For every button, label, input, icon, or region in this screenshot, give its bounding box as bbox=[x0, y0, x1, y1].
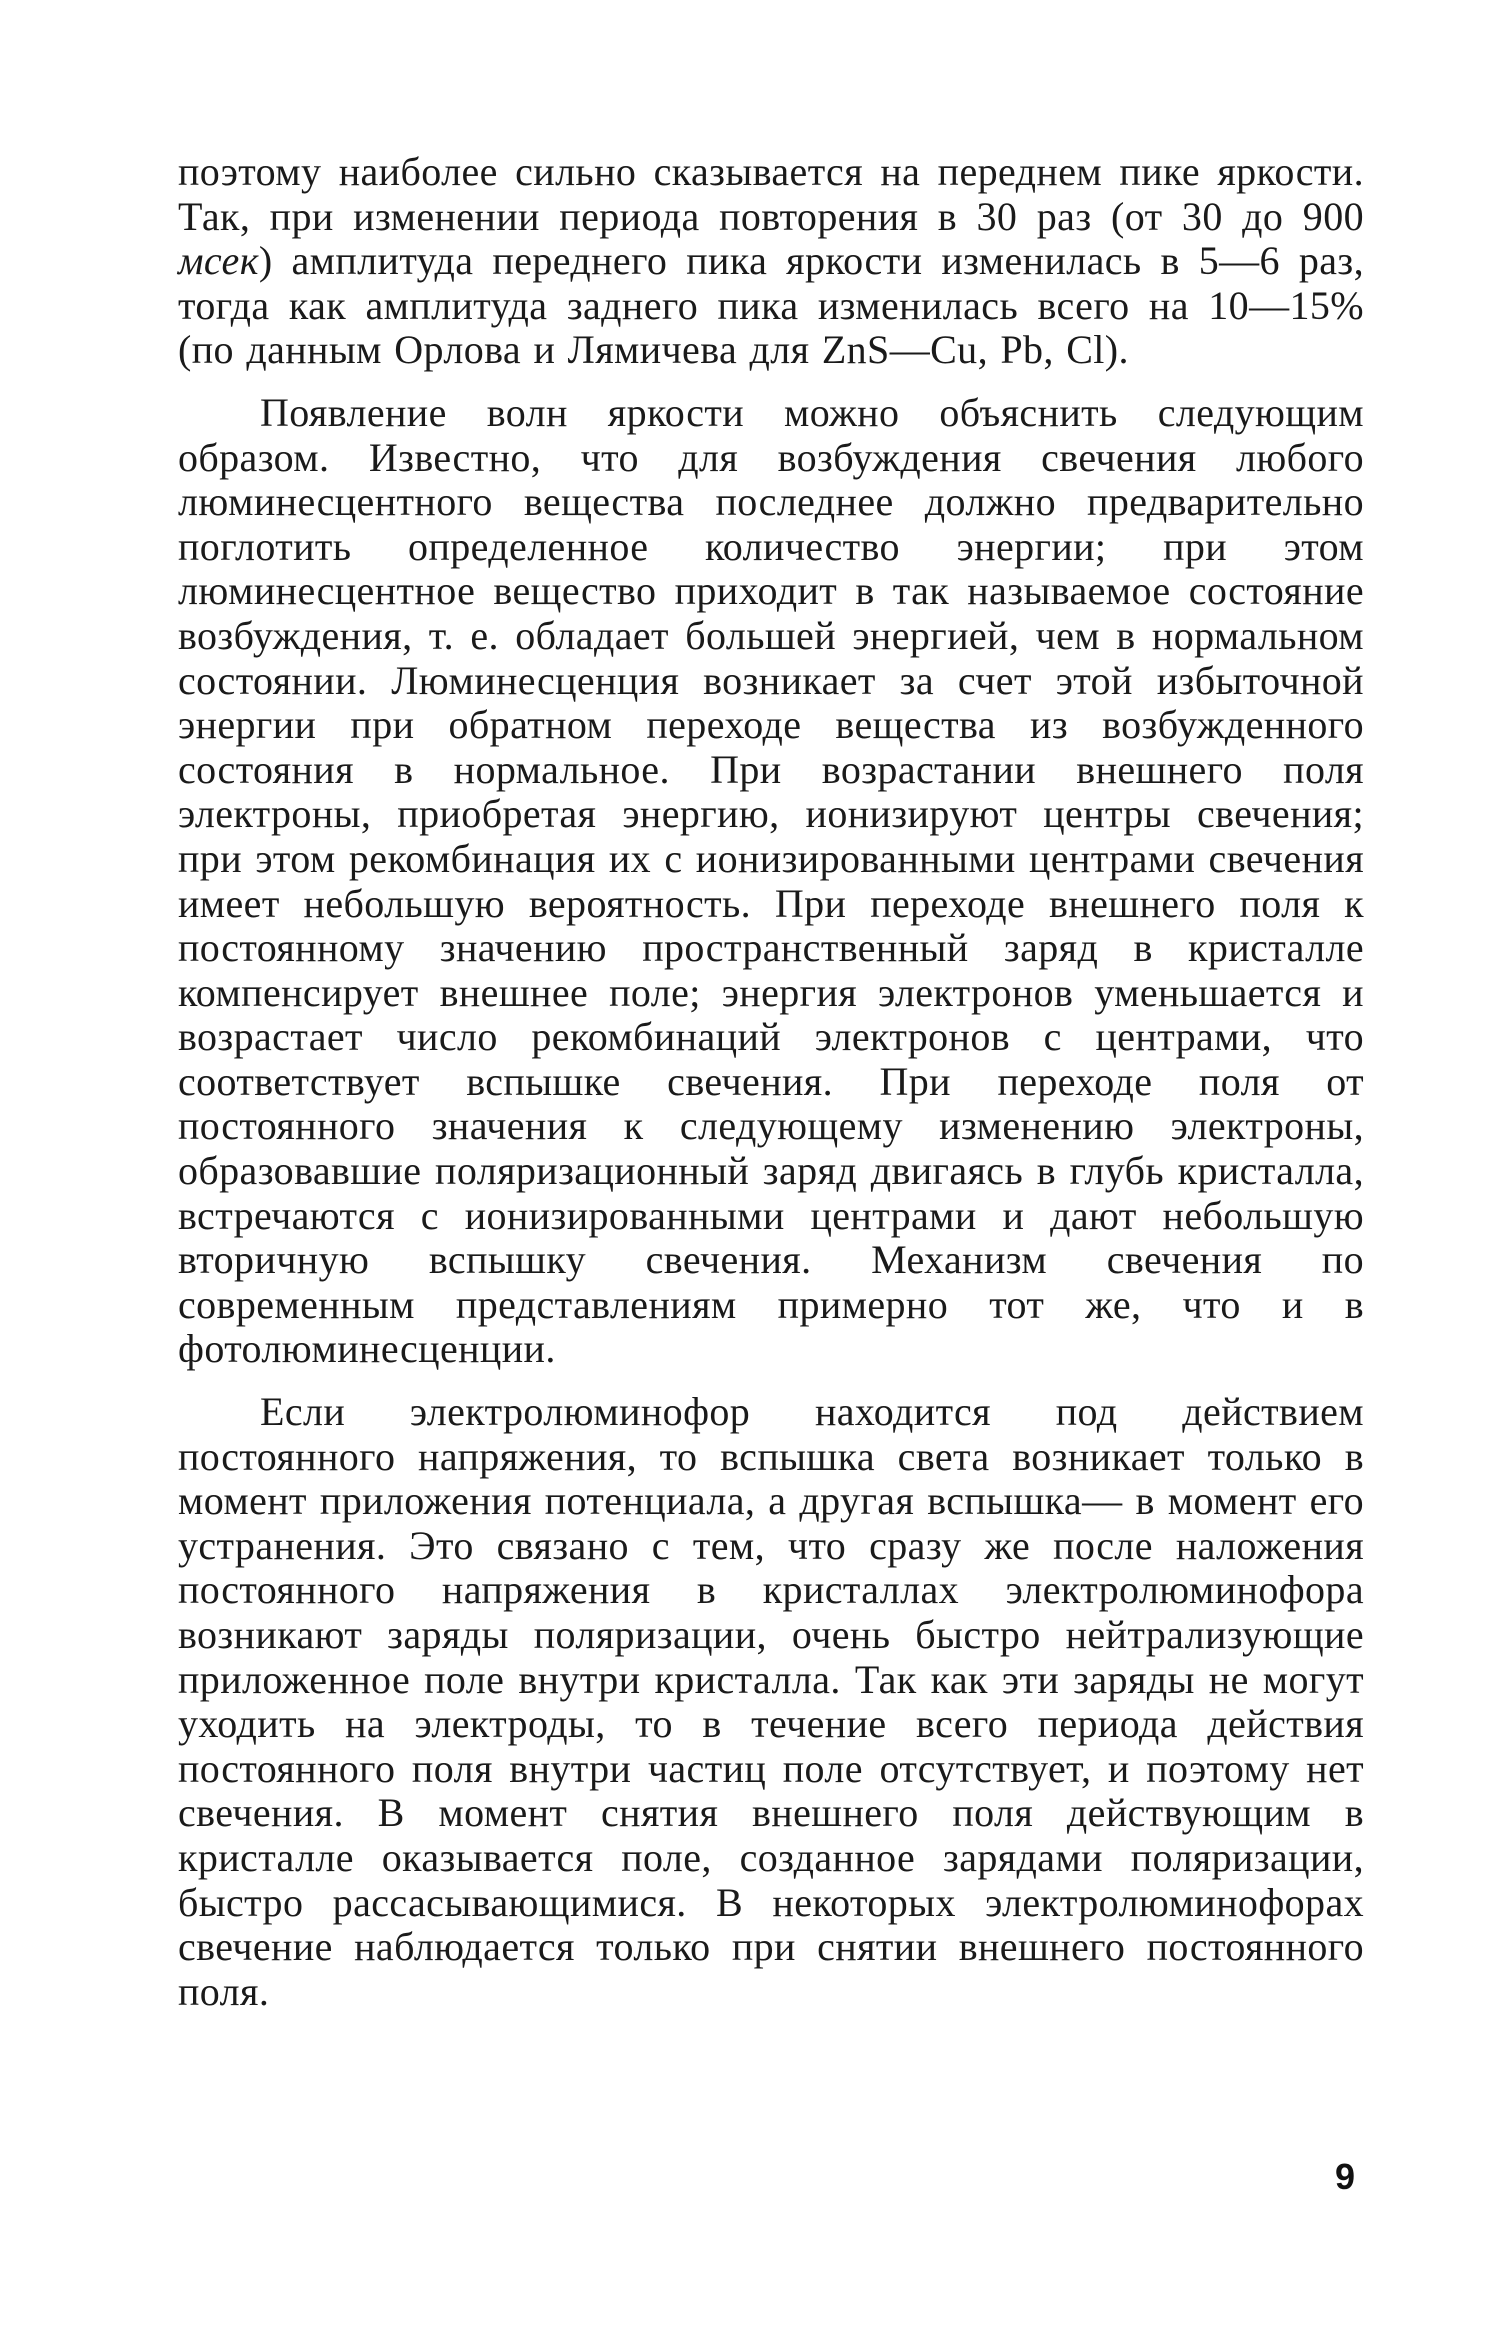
paragraph-3 bbox=[178, 1390, 1364, 2014]
page-number: 9 bbox=[1335, 2156, 1356, 2197]
paragraph-1 bbox=[178, 150, 1364, 373]
unit-msec: мсек bbox=[178, 238, 259, 284]
paragraph-1-text-a: поэтому наиболее сильно сказывается на переднем пике яркости. Так, при изменении периода повторения в 30 раз (от 30 до 900 bbox=[178, 149, 1364, 239]
paragraph-2 bbox=[178, 391, 1364, 1372]
paragraph-1-text-b: ) амплитуда переднего пика яркости изменилась в 5—6 раз, тогда как амплитуда заднего пика изменилась всего на 10—15% (по данным Орлова и Лямичева для ZnS—Cu, Pb, Cl). bbox=[178, 238, 1364, 373]
paragraph-3-text: Если электролюминофор находится под действием постоянного напряжения, то вспышка света возникает только в момент приложения потенциала, а другая вспышка— в момент его устранения. Это связано с тем, что сразу же после наложения постоянного напряжения в кристаллах электролюминофора возникают заряды поляризации, очень быстро нейтрализующие приложенное поле внутри кристалла. Так как эти заряды не могут уходить на электроды, то в течение всего периода действия постоянного поля внутри частиц поле отсутствует, и поэтому нет свечения. В момент снятия внешнего поля действующим в кристалле оказывается поле, созданное зарядами поляризации, быстро рассасывающимися. В некоторых электролюминофорах свечение наблюдается только при снятии внешнего постоянного поля. bbox=[178, 1389, 1364, 2014]
body-text bbox=[178, 150, 1364, 2014]
paragraph-2-text: Появление волн яркости можно объяснить следующим образом. Известно, что для возбуждения свечения любого люминесцентного вещества последнее должно предварительно поглотить определенное количество энергии; при этом люминесцентное вещество приходит в так называемое состояние возбуждения, т. е. обладает большей энергией, чем в нормальном состоянии. Люминесценция возникает за счет этой избыточной энергии при обратном переходе вещества из возбужденного состояния в нормальное. При возрастании внешнего поля электроны, приобретая энергию, ионизируют центры свечения; при этом рекомбинация их с ионизированными центрами свечения имеет небольшую вероятность. При переходе внешнего поля к постоянному значению пространственный заряд в кристалле компенсирует внешнее поле; энергия электронов уменьшается и возрастает число рекомбинаций электронов с центрами, что соответствует вспышке свечения. При переходе поля от постоянного значения к следующему изменению электроны, образовавшие поляризационный заряд двигаясь в глубь кристалла, встречаются с ионизированными центрами и дают небольшую вторичную вспышку свечения. Механизм свечения по современным представлениям примерно тот же, что и в фотолюминесценции. bbox=[178, 389, 1364, 1372]
